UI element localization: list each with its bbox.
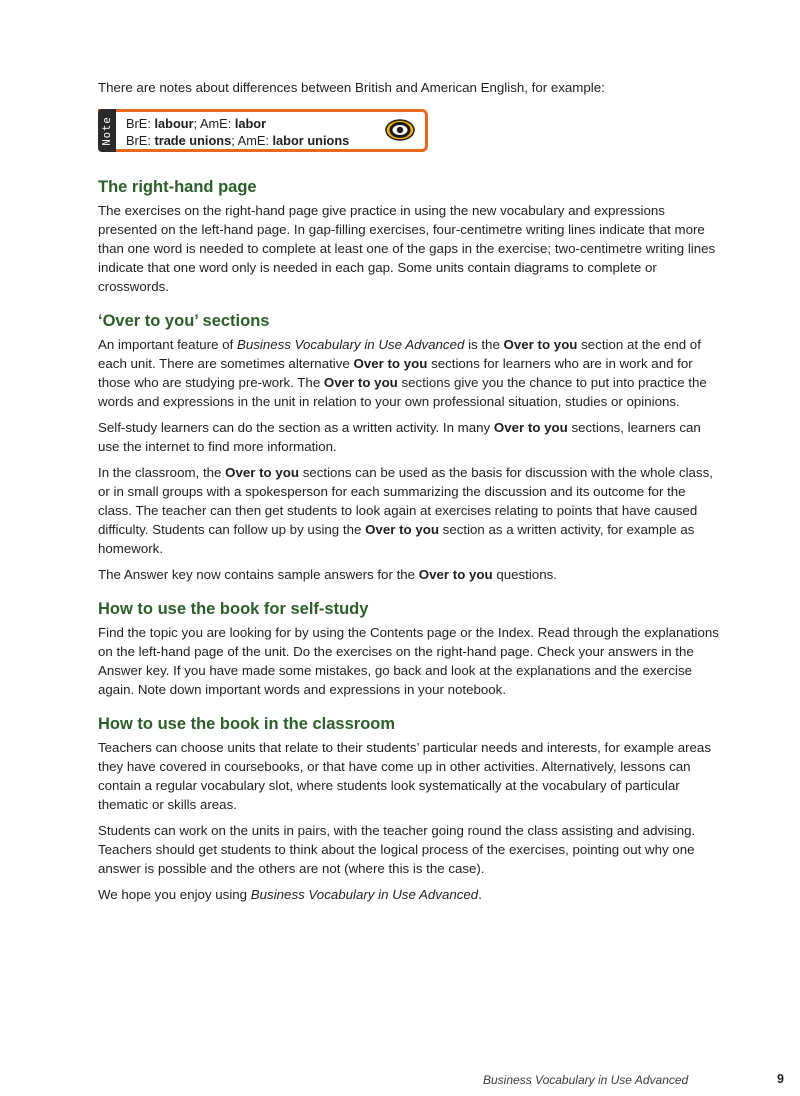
- note-box: [98, 109, 428, 152]
- paragraph: [98, 418, 723, 456]
- eye-icon: [385, 117, 415, 143]
- note-line-1: [126, 115, 349, 132]
- note-bre-term: labour: [154, 116, 194, 131]
- note-ame-label: AmE:: [199, 116, 235, 131]
- book-title: Business Vocabulary in Use Advanced: [236, 337, 465, 352]
- note-ame-label: AmE:: [237, 133, 273, 148]
- note-tab: [98, 109, 116, 152]
- paragraph: [98, 335, 723, 411]
- intro-text: There are notes about differences between British and American English, for example:: [98, 80, 605, 95]
- book-title: Business Vocabulary in Use Advanced: [250, 887, 479, 902]
- bold-term: Over to you: [353, 356, 428, 371]
- bold-term: Over to you: [323, 375, 398, 390]
- text-run: section at the end of each unit. There are sometimes alternative: [98, 337, 701, 371]
- text-run: The Answer key now contains sample answers for the: [98, 567, 419, 582]
- text-run: In the classroom, the: [98, 465, 226, 480]
- paragraph: [98, 885, 723, 904]
- bold-term: Over to you: [418, 567, 493, 582]
- paragraph: The exercises on the right-hand page give practice in using the new vocabulary and expressions presented on the left-hand page. In gap-filling exercises, four-centimetre writing lines indicate that more than one word is needed to complete at least one of the gaps in the exercise; two-centimetre writing lines indicate that one word only is needed in each gap. Some units contain diagrams to complete or crosswords.: [98, 203, 716, 294]
- note-tab-label: Note: [101, 115, 113, 146]
- section-heading: ‘Over to you’ sections: [98, 312, 270, 330]
- note-lines: [126, 115, 349, 149]
- bold-term: Over to you: [225, 465, 300, 480]
- paragraph: Find the topic you are looking for by using the Contents page or the Index. Read through the explanations on the left-hand page of the unit. Do the exercises on the right-hand page. Check your answers in the Answer key. If you have made some mistakes, go back and look at the explanations and the exercise again. Note down important words and expressions in your notebook.: [98, 625, 719, 697]
- bold-term: Over to you: [493, 420, 568, 435]
- section-heading: How to use the book for self-study: [98, 600, 369, 618]
- note-ame-term: labor: [234, 116, 267, 131]
- footer-book-title: Business Vocabulary in Use Advanced: [483, 1073, 689, 1087]
- bold-term: Over to you: [365, 522, 439, 537]
- note-bre-label: BrE:: [126, 116, 155, 131]
- note-bre-term: trade unions: [154, 133, 232, 148]
- paragraph: Teachers can choose units that relate to their students’ particular needs and interests, for example areas they have covered in coursebooks, or that have come up in other activities. Alternatively, lessons can contain a regular vocabulary slot, where students look systematically at the vocabulary of particular thematic or skills areas.: [98, 740, 711, 812]
- text-run: Self-study learners can do the section as a written activity. In many: [98, 420, 494, 435]
- text-run: .: [478, 887, 482, 902]
- note-separator: ;: [231, 133, 238, 148]
- text-run: sections can be used as the basis for discussion with the whole class, or in small groups with a spokesperson for each summarizing the discussion and its outcome for the class. The teacher can then get students to look again at exercises relating to points that have caused difficulty. Students can follow up by using the: [98, 465, 713, 537]
- note-ame-term: labor unions: [272, 133, 350, 148]
- note-line-2: [126, 132, 349, 149]
- text-run: An important feature of: [98, 337, 237, 352]
- note-separator: ;: [193, 116, 200, 131]
- page-number: 9: [777, 1072, 784, 1086]
- section-self-study: [98, 598, 723, 699]
- text-run: sections, learners can use the internet to find more information.: [98, 420, 701, 454]
- text-run: section as a written activity, for example as homework.: [98, 522, 695, 556]
- text-run: questions.: [492, 567, 557, 582]
- section-classroom: [98, 713, 723, 904]
- section-heading: How to use the book in the classroom: [98, 715, 396, 733]
- section-heading: The right-hand page: [98, 178, 257, 196]
- paragraph: [98, 463, 723, 558]
- paragraph: [98, 565, 723, 584]
- bold-term: Over to you: [503, 337, 578, 352]
- paragraph: Students can work on the units in pairs, with the teacher going round the class assisting and advising. Teachers should get students to think about the logical process of the exercises, pointing out why one answer is possible and the others are not (where this is the case).: [98, 823, 696, 876]
- text-run: sections for learners who are in work and for those who are studying pre-work. The: [98, 356, 693, 390]
- text-run: sections give you the chance to put into practice the words and expressions in the unit in relation to your own professional situation, studies or opinions.: [98, 375, 707, 409]
- text-run: is the: [464, 337, 504, 352]
- page-content: [98, 78, 723, 904]
- note-bre-label: BrE:: [126, 133, 155, 148]
- text-run: We hope you enjoy using: [98, 887, 251, 902]
- section-right-hand-page: [98, 176, 723, 296]
- section-over-to-you: [98, 310, 723, 584]
